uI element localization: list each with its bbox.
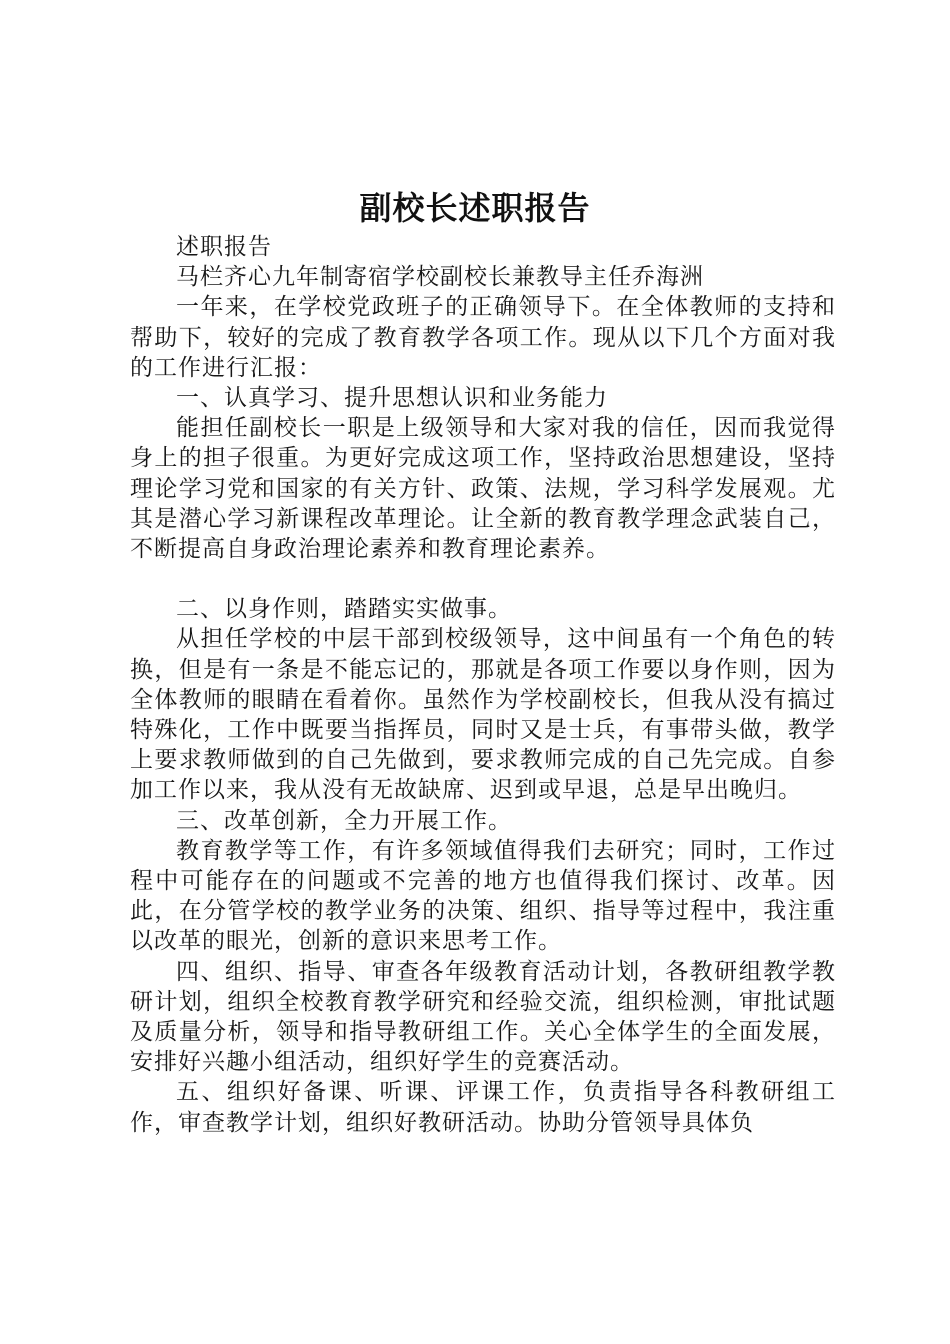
- section-heading-2: 二、以身作则，踏踏实实做事。: [176, 596, 512, 623]
- paragraph-author: 马栏齐心九年制寄宿学校副校长兼教导主任乔海洲: [176, 264, 704, 291]
- paragraph-section-3: 教育教学等工作，有许多领域值得我们去研究；同时，工作过程中可能存在的问题或不完善的地方也值得我们探讨、改革。因此，在分管学校的教学业务的决策、组织、指导等过程中，我注重以改革的眼光，创新的意识来思考工作。: [130, 837, 836, 955]
- section-heading-1: 一、认真学习、提升思想认识和业务能力: [176, 385, 608, 412]
- document-body: [130, 232, 836, 1138]
- paragraph-section-1: 能担任副校长一职是上级领导和大家对我的信任，因而我觉得身上的担子很重。为更好完成这项工作，坚持政治思想建设，坚持理论学习党和国家的有关方针、政策、法规，学习科学发展观。尤其是潜心学习新课程改革理论。让全新的教育教学理念武装自己，不断提高自身政治理论素养和教育理论素养。: [130, 415, 836, 563]
- paragraph-section-4: 四、组织、指导、审查各年级教育活动计划，各教研组教学教研计划，组织全校教育教学研究和经验交流，组织检测，审批试题及质量分析，领导和指导教研组工作。关心全体学生的全面发展，安排好兴趣小组活动，组织好学生的竞赛活动。: [130, 958, 836, 1076]
- paragraph-intro: 一年来，在学校党政班子的正确领导下。在全体教师的支持和帮助下，较好的完成了教育教学各项工作。现从以下几个方面对我的工作进行汇报：: [130, 294, 836, 381]
- section-heading-3: 三、改革创新，全力开展工作。: [176, 807, 512, 834]
- paragraph-section-2: 从担任学校的中层干部到校级领导，这中间虽有一个角色的转换，但是有一条是不能忘记的，那就是各项工作要以身作则，因为全体教师的眼睛在看着你。虽然作为学校副校长，但我从没有搞过特殊化，工作中既要当指挥员，同时又是士兵，有事带头做，教学上要求教师做到的自己先做到，要求教师完成的自己先完成。自参加工作以来，我从没有无故缺席、迟到或早退，总是早出晚归。: [130, 626, 836, 804]
- paragraph-subtitle: 述职报告: [176, 234, 272, 260]
- paragraph-section-5: 五、组织好备课、听课、评课工作，负责指导各科教研组工作，审查教学计划，组织好教研活动。协助分管领导具体负: [130, 1079, 836, 1136]
- document-title: 副校长述职报告: [359, 189, 591, 227]
